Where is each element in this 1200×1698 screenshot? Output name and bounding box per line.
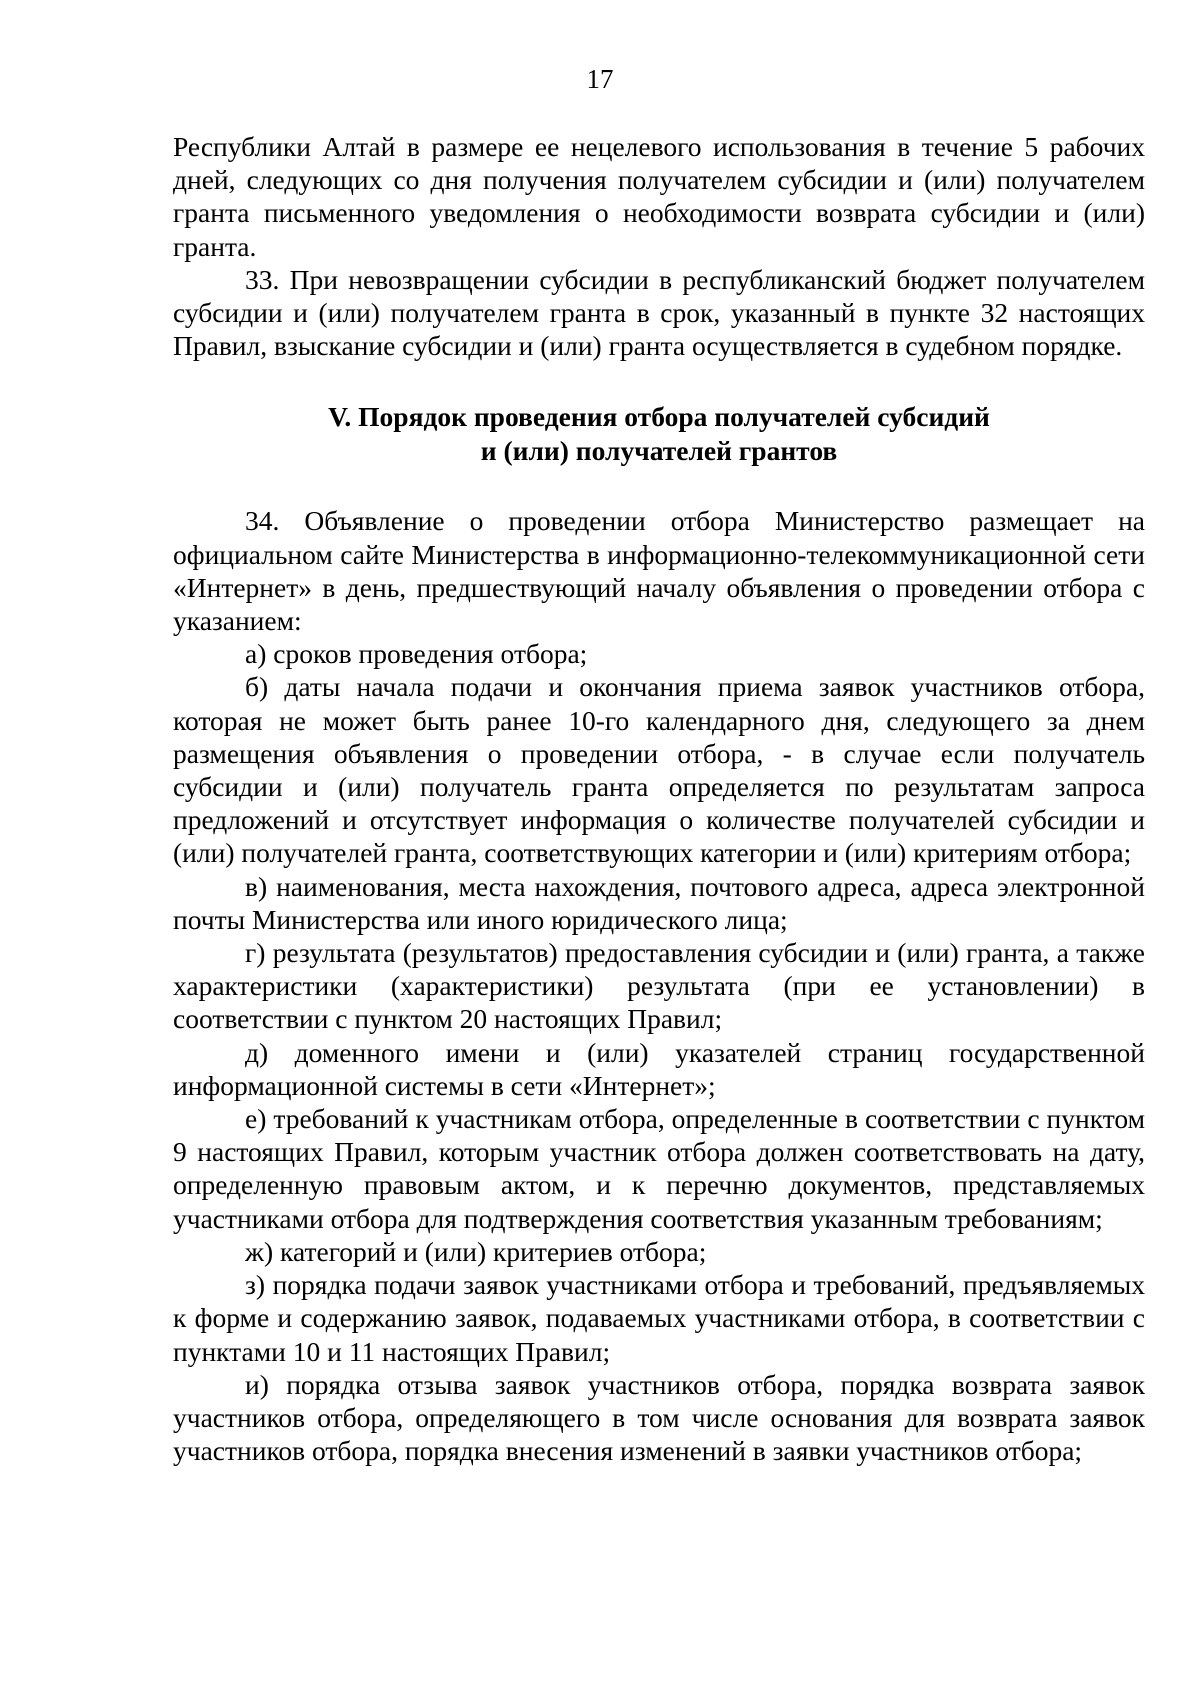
- paragraph-34: 34. Объявление о проведении отбора Министерство размещает на официальном сайте Министерства в информационно-телекоммуникационной сети «Интернет» в день, предшествующий началу объявления о проведении отбора с указанием:: [173, 505, 1145, 637]
- list-item-a: а) сроков проведения отбора;: [245, 638, 588, 670]
- list-item-e: е) требований к участникам отбора, определенные в соответствии с пунктом 9 настоящих Правил, которым участник отбора должен соответствовать на дату, определенную правовым актом, и к перечню документов, представляемых участниками отбора для подтверждения соответствия указанным требованиям;: [173, 1103, 1145, 1234]
- list-item-v: в) наименования, места нахождения, почтового адреса, адреса электронной почты Министерства или иного юридического лица;: [173, 870, 1145, 935]
- list-item-i: и) порядка отзыва заявок участников отбора, порядка возврата заявок участников отбора, определяющего в том числе основания для возврата заявок участников отбора, порядка внесения изменений в заявки участников отбора;: [173, 1368, 1145, 1467]
- list-item-d: д) доменного имени и (или) указателей страниц государственной информационной системы в сети «Интернет»;: [173, 1036, 1145, 1101]
- section-heading-line-2: и (или) получателей грантов: [480, 435, 838, 467]
- page-number: 17: [586, 64, 614, 94]
- section-heading-line-1: V. Порядок проведения отбора получателей субсидий: [328, 401, 990, 433]
- paragraph-33: 33. При невозвращении субсидии в республиканский бюджет получателем субсидии и (или) получателем гранта в срок, указанный в пункте 32 настоящих Правил, взыскание субсидии и (или) гранта осуществляется в судебном порядке.: [173, 263, 1145, 362]
- list-item-zh: ж) категорий и (или) критериев отбора;: [245, 1235, 707, 1267]
- list-item-g: г) результата (результатов) предоставления субсидии и (или) гранта, а также характеристики (характеристики) результата (при ее установлении) в соответствии с пунктом 20 настоящих Правил;: [173, 937, 1145, 1035]
- list-item-z: з) порядка подачи заявок участниками отбора и требований, предъявляемых к форме и содержанию заявок, подаваемых участниками отбора, в соответствии с пунктами 10 и 11 настоящих Правил;: [173, 1269, 1145, 1367]
- document-body: [173, 130, 1145, 1467]
- section-heading: [173, 400, 1145, 468]
- list-item-b: б) даты начала подачи и окончания приема заявок участников отбора, которая не может быть ранее 10-го календарного дня, следующего за днем размещения объявления о проведении отбора, - в случае если получатель субсидии и (или) получатель гранта определяется по результатам запроса предложений и отсутствует информация о количестве получателей субсидии и (или) получателей гранта, соответствующих категории и (или) критериям отбора;: [173, 671, 1145, 869]
- paragraph-continuation: Республики Алтай в размере ее нецелевого использования в течение 5 рабочих дней, следующих со дня получения получателем субсидии и (или) получателем гранта письменного уведомления о необходимости возврата субсидии и (или) гранта.: [173, 131, 1145, 262]
